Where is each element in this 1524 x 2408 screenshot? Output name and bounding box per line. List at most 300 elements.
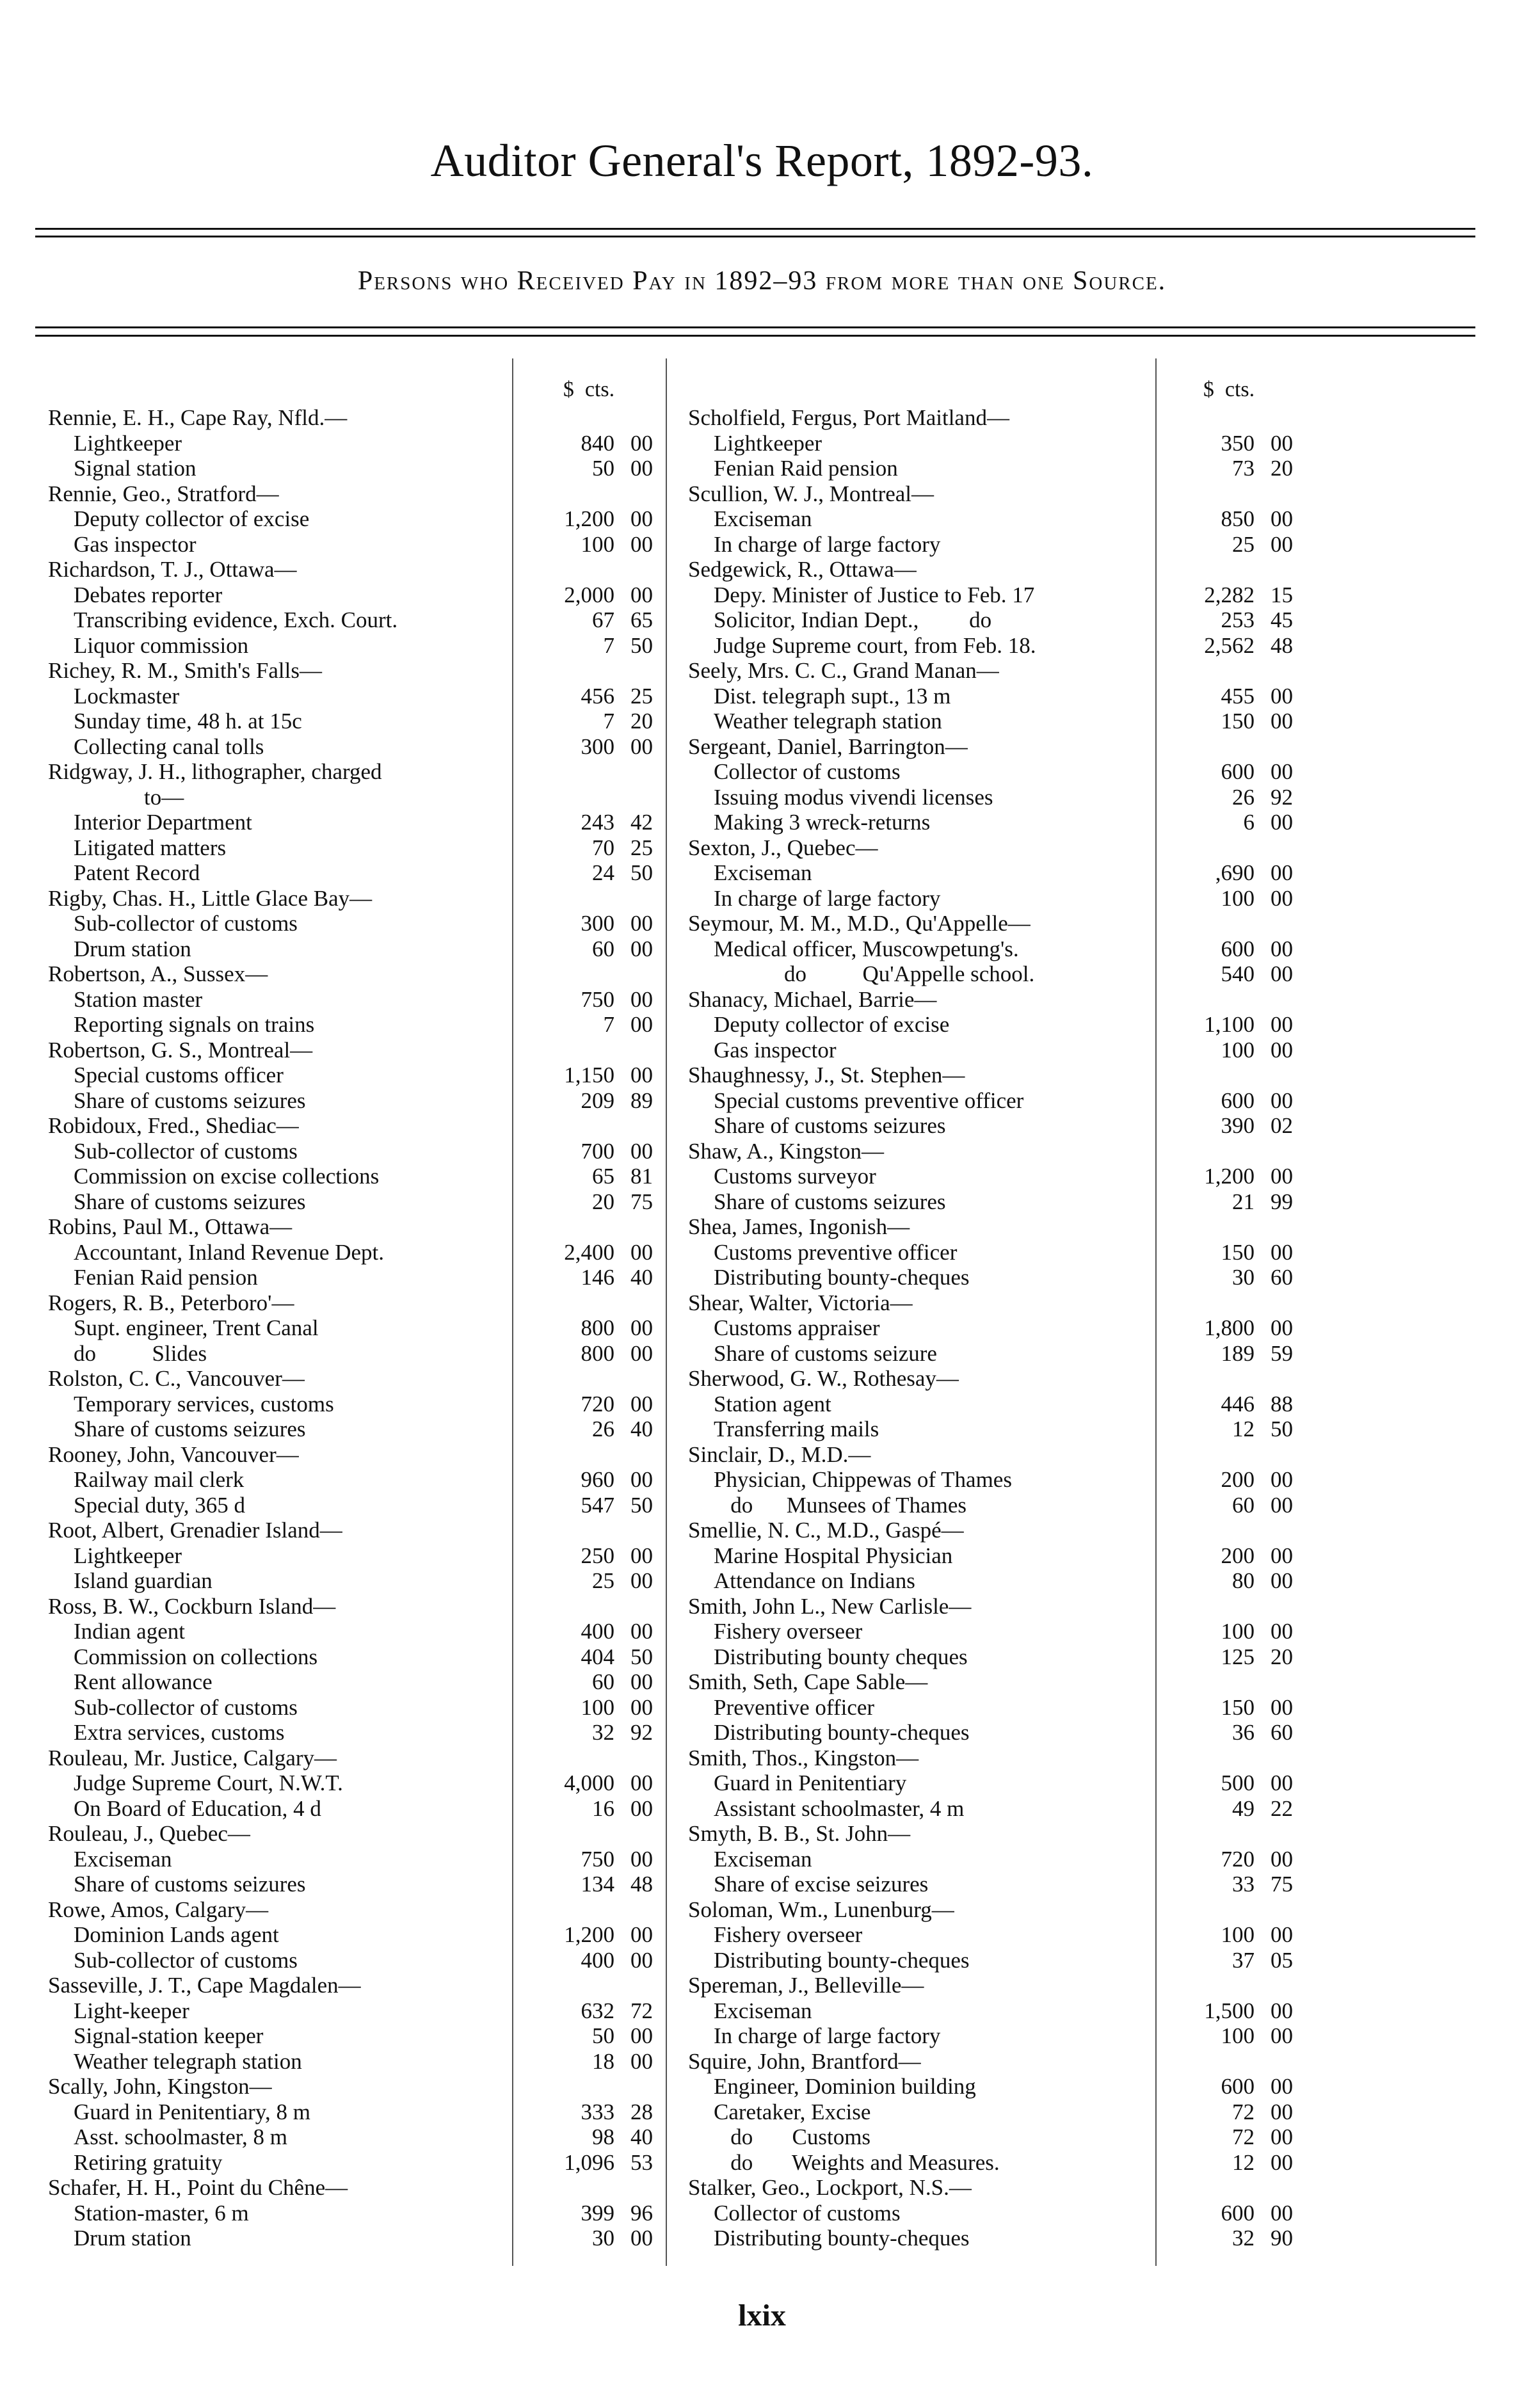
page-number: lxix bbox=[738, 2299, 786, 2332]
amount-cents: 00 bbox=[630, 1138, 653, 1164]
amount-dollars: 134 bbox=[581, 1872, 614, 1897]
payment-row bbox=[48, 2124, 694, 2150]
amount-dollars: 750 bbox=[581, 1846, 614, 1872]
amount bbox=[525, 936, 653, 962]
amount bbox=[525, 1568, 653, 1594]
payee-name: Smith, John L., New Carlisle— bbox=[688, 1593, 972, 1619]
amount-cents: 02 bbox=[1271, 1113, 1293, 1138]
payment-description: Island guardian bbox=[74, 1568, 213, 1593]
payment-row bbox=[48, 709, 694, 734]
amount bbox=[1165, 1619, 1293, 1644]
amount-cents: 00 bbox=[1271, 1998, 1293, 2023]
amount-dollars: 209 bbox=[581, 1088, 614, 1113]
payee-row bbox=[688, 1821, 1335, 1847]
amount bbox=[525, 1392, 653, 1417]
amount-dollars: 2,282 bbox=[1204, 582, 1255, 607]
payment-description: Debates reporter bbox=[74, 582, 223, 607]
payment-row bbox=[688, 1240, 1335, 1265]
payment-description: Deputy collector of excise bbox=[74, 506, 310, 531]
amount bbox=[1165, 1796, 1293, 1822]
payment-row bbox=[48, 1847, 694, 1872]
amount-dollars: 150 bbox=[1221, 1694, 1255, 1720]
payment-description: Deputy collector of excise bbox=[714, 1012, 950, 1037]
amount-dollars: 72 bbox=[1232, 2124, 1255, 2149]
payment-row bbox=[688, 582, 1335, 608]
amount-dollars: 36 bbox=[1232, 1720, 1255, 1745]
payment-description: Share of customs seizure bbox=[714, 1340, 937, 1366]
payment-row bbox=[48, 1012, 694, 1038]
payee-row bbox=[688, 1366, 1335, 1392]
payment-description: Litigated matters bbox=[74, 835, 227, 860]
payment-description: Sub-collector of customs bbox=[74, 1138, 298, 1164]
amount-dollars: 26 bbox=[592, 1417, 614, 1441]
payee-name: Squire, John, Brantford— bbox=[688, 2048, 921, 2074]
amount-cents: 72 bbox=[630, 1998, 653, 2023]
amount-cents: 00 bbox=[1271, 810, 1293, 835]
amount bbox=[1165, 1493, 1293, 1518]
payment-description: Sub-collector of customs bbox=[74, 911, 298, 936]
amount bbox=[525, 607, 653, 633]
payment-description: Customs surveyor bbox=[714, 1164, 876, 1189]
payment-description: Sub-collector of customs bbox=[74, 1947, 298, 1973]
amount bbox=[1165, 1568, 1293, 1594]
amount-dollars: 25 bbox=[592, 1568, 614, 1593]
amount bbox=[1165, 506, 1293, 532]
amount-cents: 00 bbox=[630, 531, 653, 557]
amount-cents: 20 bbox=[1271, 456, 1293, 481]
amount bbox=[1165, 961, 1293, 987]
amount bbox=[1165, 1038, 1293, 1063]
payment-row bbox=[48, 1315, 694, 1341]
amount bbox=[1165, 810, 1293, 835]
amount-cents: 00 bbox=[1271, 2074, 1293, 2099]
payment-description: Special customs preventive officer bbox=[714, 1088, 1024, 1113]
payment-row bbox=[48, 734, 694, 760]
payment-description: Sunday time, 48 h. at 15c bbox=[74, 709, 302, 734]
payment-description: Lockmaster bbox=[74, 683, 180, 709]
payee-row bbox=[688, 1214, 1335, 1240]
payee-name: Sherwood, G. W., Rothesay— bbox=[688, 1366, 959, 1391]
amount bbox=[525, 2023, 653, 2049]
payee-row bbox=[688, 2175, 1335, 2201]
payee-row bbox=[48, 1821, 694, 1847]
amount-cents: 00 bbox=[630, 986, 653, 1012]
amount-cents: 00 bbox=[1271, 683, 1293, 709]
amount-dollars: 1,200 bbox=[1204, 1164, 1255, 1189]
payee-name: Sexton, J., Quebec— bbox=[688, 835, 878, 860]
amount bbox=[1165, 1720, 1293, 1746]
payment-row bbox=[48, 1796, 694, 1822]
amount-cents: 00 bbox=[630, 1012, 653, 1037]
amount-dollars: 300 bbox=[581, 911, 614, 936]
payment-description: Liquor commission bbox=[74, 632, 249, 658]
payee-name: Shear, Walter, Victoria— bbox=[688, 1290, 913, 1315]
payee-name: Seymour, M. M., M.D., Qu'Appelle— bbox=[688, 911, 1031, 936]
payment-description: Share of customs seizures bbox=[74, 1088, 306, 1113]
payment-description: Judge Supreme court, from Feb. 18. bbox=[714, 632, 1036, 658]
amount-dollars: 1,200 bbox=[564, 1922, 614, 1947]
amount-dollars: 2,562 bbox=[1204, 632, 1255, 658]
payee-row bbox=[48, 1973, 694, 1998]
payee-row bbox=[48, 886, 694, 911]
payment-row bbox=[48, 1240, 694, 1265]
payee-row bbox=[48, 2074, 694, 2099]
amount-cents: 00 bbox=[630, 430, 653, 456]
amount-dollars: 100 bbox=[581, 531, 614, 557]
entry-list bbox=[688, 405, 1335, 2251]
payee-name: Schafer, H. H., Point du Chêne— bbox=[48, 2175, 348, 2200]
amount bbox=[1165, 633, 1293, 659]
payee-name: Scholfield, Fergus, Port Maitland— bbox=[688, 405, 1009, 430]
payment-row bbox=[48, 1164, 694, 1189]
amount bbox=[525, 1189, 653, 1215]
payment-row bbox=[48, 1922, 694, 1948]
payee-name: Robidoux, Fred., Shediac— bbox=[48, 1113, 299, 1138]
payee-row bbox=[688, 1897, 1335, 1923]
payee-row bbox=[688, 1518, 1335, 1543]
amount bbox=[525, 456, 653, 481]
payment-row bbox=[688, 2124, 1335, 2150]
amount bbox=[525, 582, 653, 608]
payment-description: do Slides bbox=[74, 1340, 207, 1366]
payment-description: Exciseman bbox=[74, 1846, 172, 1872]
payee-row bbox=[688, 1669, 1335, 1695]
payment-row bbox=[48, 2023, 694, 2049]
payment-row bbox=[688, 1417, 1335, 1442]
payment-description: Share of customs seizures bbox=[74, 1872, 306, 1897]
amount-dollars: 125 bbox=[1221, 1644, 1255, 1669]
amount-dollars: 146 bbox=[581, 1265, 614, 1290]
amount-cents: 00 bbox=[1271, 1315, 1293, 1340]
payment-row bbox=[688, 785, 1335, 810]
amount-dollars: 12 bbox=[1232, 1417, 1255, 1441]
payee-name: Smyth, B. B., St. John— bbox=[688, 1821, 911, 1846]
amount-cents: 00 bbox=[630, 2023, 653, 2048]
payment-row bbox=[48, 1720, 694, 1746]
payment-row bbox=[688, 2150, 1335, 2176]
payment-description: Marine Hospital Physician bbox=[714, 1543, 953, 1568]
amount-cents: 00 bbox=[1271, 531, 1293, 557]
payment-row bbox=[48, 936, 694, 962]
payment-description: Transferring mails bbox=[714, 1417, 879, 1441]
payment-description: Dist. telegraph supt., 13 m bbox=[714, 683, 951, 709]
amount bbox=[1165, 1392, 1293, 1417]
payee-row bbox=[48, 1366, 694, 1392]
amount bbox=[525, 1922, 653, 1948]
amount-dollars: 720 bbox=[581, 1391, 614, 1417]
amount bbox=[525, 1948, 653, 1973]
amount bbox=[1165, 1113, 1293, 1139]
amount-cents: 89 bbox=[630, 1088, 653, 1113]
amount-dollars: 150 bbox=[1221, 1239, 1255, 1265]
payment-row bbox=[688, 1189, 1335, 1215]
amount-dollars: 200 bbox=[1221, 1467, 1255, 1492]
amount-cents: 92 bbox=[630, 1720, 653, 1745]
dollar-sign: $ bbox=[563, 378, 574, 401]
payment-description: Share of customs seizures bbox=[74, 1189, 306, 1214]
payment-description: Interior Department bbox=[74, 810, 252, 835]
amount bbox=[1165, 1467, 1293, 1493]
amount-cents: 40 bbox=[630, 1265, 653, 1290]
amount bbox=[1165, 607, 1293, 633]
amount-dollars: 25 bbox=[1232, 531, 1255, 557]
amount-cents: 99 bbox=[1271, 1189, 1293, 1214]
payment-row bbox=[48, 456, 694, 481]
amount-dollars: 840 bbox=[581, 430, 614, 456]
cents-label: cts. bbox=[1224, 378, 1255, 401]
payment-row bbox=[688, 1720, 1335, 1746]
amount-dollars: 2,000 bbox=[564, 582, 614, 607]
payee-row bbox=[48, 1897, 694, 1923]
amount-cents: 00 bbox=[1271, 709, 1293, 734]
amount-dollars: 600 bbox=[1221, 2200, 1255, 2226]
payment-row bbox=[48, 1770, 694, 1796]
amount-dollars: 1,100 bbox=[1204, 1012, 1255, 1037]
amount bbox=[1165, 1240, 1293, 1265]
payment-description: Attendance on Indians bbox=[714, 1568, 915, 1593]
amount bbox=[1165, 2023, 1293, 2049]
amount bbox=[525, 835, 653, 861]
amount-dollars: 399 bbox=[581, 2200, 614, 2226]
amount bbox=[1165, 1164, 1293, 1189]
amount bbox=[1165, 1872, 1293, 1897]
payee-row bbox=[688, 987, 1335, 1013]
payment-description: Station master bbox=[74, 986, 203, 1012]
amount bbox=[1165, 709, 1293, 734]
amount-dollars: 200 bbox=[1221, 1543, 1255, 1568]
payment-row bbox=[688, 1315, 1335, 1341]
amount bbox=[1165, 886, 1293, 911]
payment-row bbox=[48, 1265, 694, 1290]
payee-name: Sergeant, Daniel, Barrington— bbox=[688, 734, 968, 759]
amount-cents: 00 bbox=[630, 1391, 653, 1417]
payment-description: Signal-station keeper bbox=[74, 2023, 264, 2048]
amount-cents: 00 bbox=[630, 1846, 653, 1872]
payee-row bbox=[48, 961, 694, 987]
payment-description: do Customs bbox=[714, 2124, 871, 2149]
payee-name: Scullion, W. J., Montreal— bbox=[688, 481, 934, 506]
payee-row bbox=[688, 1973, 1335, 1998]
payment-description: Depy. Minister of Justice to Feb. 17 bbox=[714, 582, 1035, 607]
column-header bbox=[688, 374, 1335, 405]
payment-description: Fenian Raid pension bbox=[714, 456, 898, 481]
payment-description: Supt. engineer, Trent Canal bbox=[74, 1315, 319, 1340]
amount-cents: 81 bbox=[630, 1164, 653, 1189]
amount-dollars: 37 bbox=[1232, 1947, 1255, 1973]
amount-dollars: 30 bbox=[1232, 1265, 1255, 1290]
payment-description: Share of customs seizures bbox=[714, 1113, 946, 1138]
amount bbox=[1165, 2074, 1293, 2099]
payment-description: Patent Record bbox=[74, 860, 200, 885]
payment-row bbox=[48, 860, 694, 886]
payee-row bbox=[688, 557, 1335, 582]
amount-dollars: 24 bbox=[592, 860, 614, 885]
payment-description: Lightkeeper bbox=[74, 1543, 182, 1568]
payment-description: Rent allowance bbox=[74, 1669, 213, 1694]
payee-row bbox=[688, 481, 1335, 507]
amount bbox=[525, 1240, 653, 1265]
amount-dollars: 1,096 bbox=[564, 2149, 614, 2175]
amount bbox=[525, 987, 653, 1013]
payment-row bbox=[688, 1998, 1335, 2024]
amount-dollars: 404 bbox=[581, 1644, 614, 1669]
payment-row bbox=[48, 1695, 694, 1721]
amount bbox=[1165, 1543, 1293, 1569]
payee-row bbox=[48, 1113, 694, 1139]
amount-cents: 00 bbox=[630, 1315, 653, 1340]
payment-row bbox=[48, 987, 694, 1013]
amount bbox=[1165, 2099, 1293, 2125]
payment-description: Light-keeper bbox=[74, 1998, 189, 2023]
payment-row bbox=[48, 506, 694, 532]
heading-rule bbox=[35, 335, 1475, 337]
amount-dollars: 100 bbox=[581, 1694, 614, 1720]
amount-cents: 28 bbox=[630, 2099, 653, 2124]
payee-name: Rennie, E. H., Cape Ray, Nfld.— bbox=[48, 405, 348, 430]
amount-dollars: 1,200 bbox=[564, 506, 614, 531]
payee-row bbox=[48, 1594, 694, 1619]
amount-cents: 00 bbox=[630, 1543, 653, 1568]
payee-name: Rouleau, Mr. Justice, Calgary— bbox=[48, 1745, 337, 1770]
amount-cents: 53 bbox=[630, 2149, 653, 2175]
amount-cents: 00 bbox=[1271, 1492, 1293, 1518]
amount-cents: 00 bbox=[1271, 1694, 1293, 1720]
amount-dollars: 750 bbox=[581, 986, 614, 1012]
payment-description: Gas inspector bbox=[74, 531, 197, 557]
payment-row bbox=[48, 532, 694, 558]
amount-dollars: 80 bbox=[1232, 1568, 1255, 1593]
payment-description: Weather telegraph station bbox=[714, 709, 942, 734]
amount-dollars: 98 bbox=[592, 2124, 614, 2149]
payment-description: Solicitor, Indian Dept., do bbox=[714, 607, 992, 632]
payment-description: On Board of Education, 4 d bbox=[74, 1795, 321, 1821]
payee-row bbox=[48, 557, 694, 582]
payment-description: do Weights and Measures. bbox=[714, 2149, 1000, 2175]
payment-row bbox=[48, 2150, 694, 2176]
payment-description: Fishery overseer bbox=[714, 1922, 863, 1947]
amount-dollars: 2,400 bbox=[564, 1239, 614, 1265]
amount-cents: 00 bbox=[1271, 961, 1293, 986]
amount bbox=[1165, 2124, 1293, 2150]
amount-cents: 75 bbox=[630, 1189, 653, 1214]
amount-cents: 00 bbox=[1271, 860, 1293, 885]
amount-dollars: 100 bbox=[1221, 1619, 1255, 1644]
amount-dollars: 243 bbox=[581, 810, 614, 835]
payee-row bbox=[688, 1442, 1335, 1468]
amount bbox=[525, 1063, 653, 1088]
payment-row bbox=[48, 1063, 694, 1088]
amount bbox=[1165, 1644, 1293, 1670]
amount-dollars: 1,500 bbox=[1204, 1998, 1255, 2023]
payment-description: Extra services, customs bbox=[74, 1720, 285, 1745]
amount bbox=[525, 1493, 653, 1518]
entry-list bbox=[48, 405, 694, 2251]
payment-row bbox=[688, 2201, 1335, 2226]
payee-name: Sasseville, J. T., Cape Magdalen— bbox=[48, 1973, 361, 1998]
amount-cents: 00 bbox=[1271, 936, 1293, 961]
payee-row bbox=[688, 835, 1335, 861]
payment-description: Collector of customs bbox=[714, 759, 901, 784]
payment-description: Commission on collections bbox=[74, 1644, 318, 1669]
payee-name: Rigby, Chas. H., Little Glace Bay— bbox=[48, 885, 373, 911]
amount-cents: 00 bbox=[1271, 1568, 1293, 1593]
amount-dollars: 632 bbox=[581, 1998, 614, 2023]
amount bbox=[1165, 532, 1293, 558]
amount-dollars: 390 bbox=[1221, 1113, 1255, 1138]
payment-description: Distributing bounty-cheques bbox=[714, 1947, 970, 1973]
amount-cents: 00 bbox=[1271, 1922, 1293, 1947]
amount bbox=[525, 1872, 653, 1897]
amount-cents: 20 bbox=[1271, 1644, 1293, 1669]
amount-cents: 92 bbox=[1271, 784, 1293, 810]
payment-row bbox=[688, 1644, 1335, 1670]
payment-row bbox=[688, 709, 1335, 734]
payee-row bbox=[48, 1038, 694, 1063]
amount-dollars: 16 bbox=[592, 1795, 614, 1821]
payee-name: Richardson, T. J., Ottawa— bbox=[48, 557, 297, 582]
payment-row bbox=[48, 431, 694, 456]
payment-row bbox=[688, 961, 1335, 987]
amount bbox=[525, 734, 653, 760]
amount-cents: 22 bbox=[1271, 1795, 1293, 1821]
amount bbox=[1165, 431, 1293, 456]
payment-row bbox=[688, 1341, 1335, 1367]
amount bbox=[525, 2150, 653, 2176]
amount-dollars: 253 bbox=[1221, 607, 1255, 632]
payee-row bbox=[688, 1746, 1335, 1771]
amount bbox=[1165, 1265, 1293, 1290]
amount bbox=[1165, 1088, 1293, 1114]
payee-row bbox=[48, 1290, 694, 1316]
amount-cents: 25 bbox=[630, 835, 653, 860]
amount-dollars: 30 bbox=[592, 2226, 614, 2251]
payment-description: Railway mail clerk bbox=[74, 1467, 245, 1492]
payment-row bbox=[688, 1568, 1335, 1594]
heading-rule bbox=[35, 326, 1475, 328]
payment-row bbox=[48, 785, 694, 810]
page-title: Auditor General's Report, 1892-93. bbox=[430, 135, 1094, 186]
payment-row bbox=[48, 1088, 694, 1114]
amount-dollars: 7 bbox=[603, 709, 614, 734]
amount-cents: 00 bbox=[630, 2048, 653, 2074]
amount-dollars: 26 bbox=[1232, 784, 1255, 810]
payment-description: Customs appraiser bbox=[714, 1315, 880, 1340]
amount-cents: 59 bbox=[1271, 1340, 1293, 1366]
payment-row bbox=[48, 2226, 694, 2251]
payment-description: Making 3 wreck-returns bbox=[714, 810, 931, 835]
payment-row bbox=[688, 1619, 1335, 1644]
payment-row bbox=[48, 607, 694, 633]
amount bbox=[1165, 1315, 1293, 1341]
payment-description: Distributing bounty-cheques bbox=[714, 1265, 970, 1290]
amount-cents: 88 bbox=[1271, 1391, 1293, 1417]
payment-row bbox=[688, 1038, 1335, 1063]
payment-description: Customs preventive officer bbox=[714, 1239, 958, 1265]
payee-row bbox=[48, 1214, 694, 1240]
payment-description: do Munsees of Thames bbox=[714, 1492, 967, 1518]
amount bbox=[1165, 936, 1293, 962]
payment-description: Exciseman bbox=[714, 860, 812, 885]
payee-name: Robins, Paul M., Ottawa— bbox=[48, 1214, 293, 1239]
amount-dollars: 65 bbox=[592, 1164, 614, 1189]
payment-description: Station agent bbox=[714, 1391, 831, 1417]
amount-dollars: 18 bbox=[592, 2048, 614, 2074]
amount-dollars: 6 bbox=[1243, 810, 1255, 835]
amount bbox=[1165, 1998, 1293, 2024]
amount-cents: 75 bbox=[1271, 1872, 1293, 1897]
payment-row bbox=[48, 1139, 694, 1164]
payment-description: Lightkeeper bbox=[714, 430, 822, 456]
